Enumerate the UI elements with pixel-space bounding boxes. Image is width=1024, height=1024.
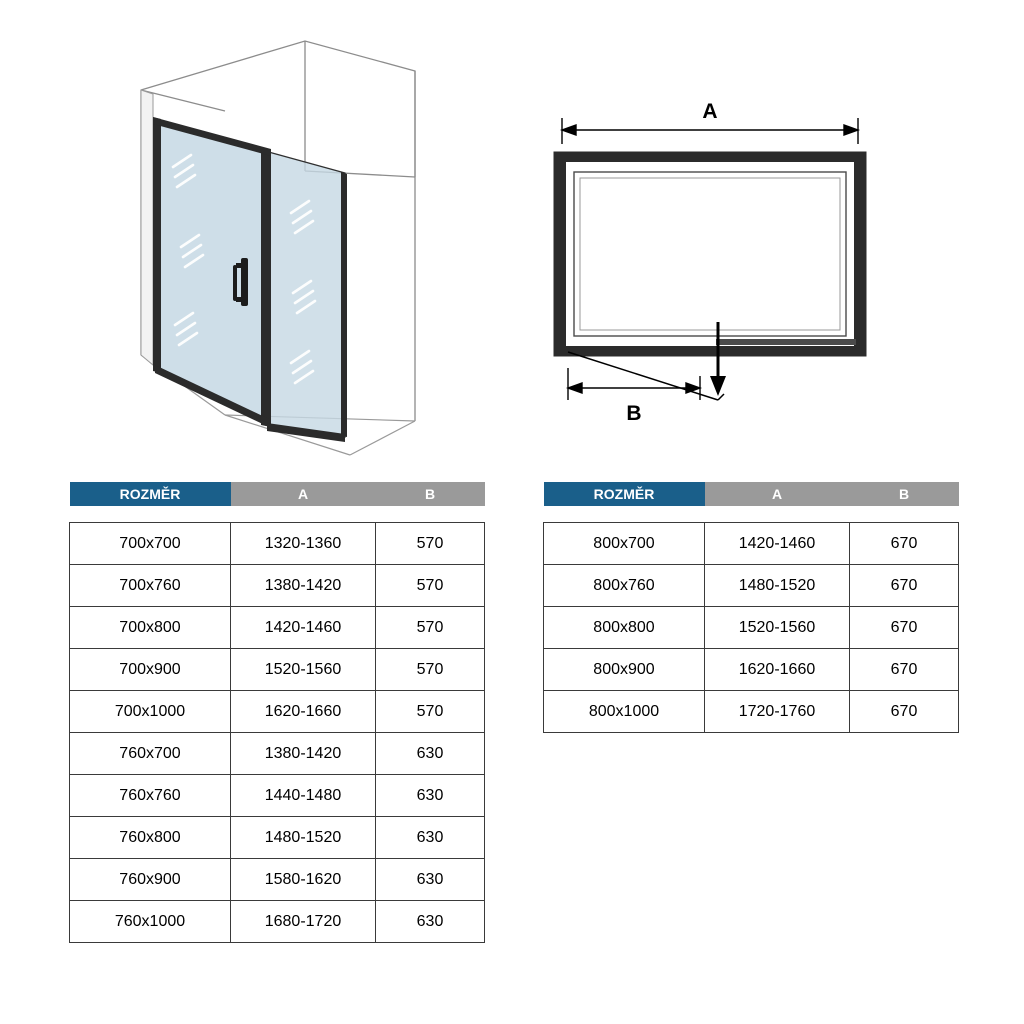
cell-a: 1520-1560	[231, 649, 376, 691]
size-table-left-body	[70, 506, 485, 943]
table-row	[544, 691, 959, 733]
table-row	[544, 649, 959, 691]
header-b: B	[850, 482, 959, 506]
cell-rozmer: 760x760	[70, 775, 231, 817]
table-row	[70, 817, 485, 859]
cell-b: 570	[376, 607, 485, 649]
header-rozmer: ROZMĚR	[544, 482, 705, 506]
cell-rozmer: 800x1000	[544, 691, 705, 733]
cell-rozmer: 760x800	[70, 817, 231, 859]
cell-rozmer: 800x760	[544, 565, 705, 607]
cell-a: 1480-1520	[231, 817, 376, 859]
cell-a: 1580-1620	[231, 859, 376, 901]
cell-rozmer: 700x700	[70, 523, 231, 565]
cell-a: 1720-1760	[705, 691, 850, 733]
cell-a: 1380-1420	[231, 733, 376, 775]
size-table-right	[543, 482, 959, 733]
table-row	[544, 607, 959, 649]
cell-b: 570	[376, 523, 485, 565]
cell-b: 570	[376, 565, 485, 607]
cell-a: 1680-1720	[231, 901, 376, 943]
table-row	[70, 859, 485, 901]
cell-rozmer: 760x900	[70, 859, 231, 901]
table-row	[70, 649, 485, 691]
cell-rozmer: 760x1000	[70, 901, 231, 943]
table-row	[544, 523, 959, 565]
label-a: A	[702, 100, 718, 123]
table-row	[70, 775, 485, 817]
header-b: B	[376, 482, 485, 506]
label-b: B	[626, 402, 642, 425]
cell-rozmer: 800x700	[544, 523, 705, 565]
cell-b: 670	[850, 649, 959, 691]
cell-b: 670	[850, 523, 959, 565]
table-row	[70, 901, 485, 943]
table-row	[70, 607, 485, 649]
table-row	[70, 523, 485, 565]
cell-b: 670	[850, 607, 959, 649]
cell-rozmer: 700x800	[70, 607, 231, 649]
cell-b: 670	[850, 691, 959, 733]
cell-a: 1380-1420	[231, 565, 376, 607]
cell-rozmer: 700x1000	[70, 691, 231, 733]
cell-rozmer: 700x760	[70, 565, 231, 607]
size-table-left-wrap	[69, 482, 485, 943]
table-header-gap	[70, 506, 485, 523]
cell-rozmer: 800x800	[544, 607, 705, 649]
cell-a: 1440-1480	[231, 775, 376, 817]
cell-a: 1620-1660	[231, 691, 376, 733]
header-a: A	[231, 482, 376, 506]
table-row	[70, 733, 485, 775]
cell-rozmer: 760x700	[70, 733, 231, 775]
size-table-left	[69, 482, 485, 943]
table-row	[70, 565, 485, 607]
cell-b: 630	[376, 817, 485, 859]
cell-b: 570	[376, 649, 485, 691]
shower-enclosure-perspective	[95, 25, 495, 465]
table-header-gap	[544, 506, 959, 523]
shower-enclosure-top-plan	[540, 100, 920, 440]
header-a: A	[705, 482, 850, 506]
cell-b: 570	[376, 691, 485, 733]
cell-a: 1620-1660	[705, 649, 850, 691]
cell-b: 630	[376, 775, 485, 817]
cell-a: 1420-1460	[231, 607, 376, 649]
header-rozmer: ROZMĚR	[70, 482, 231, 506]
cell-a: 1420-1460	[705, 523, 850, 565]
cell-a: 1480-1520	[705, 565, 850, 607]
table-row	[70, 691, 485, 733]
cell-b: 630	[376, 901, 485, 943]
cell-rozmer: 700x900	[70, 649, 231, 691]
cell-a: 1320-1360	[231, 523, 376, 565]
size-table-right-wrap	[543, 482, 959, 733]
cell-b: 630	[376, 733, 485, 775]
table-header-row	[70, 482, 485, 506]
cell-rozmer: 800x900	[544, 649, 705, 691]
table-header-row	[544, 482, 959, 506]
cell-b: 630	[376, 859, 485, 901]
cell-a: 1520-1560	[705, 607, 850, 649]
cell-b: 670	[850, 565, 959, 607]
table-row	[544, 565, 959, 607]
illustration-area	[0, 0, 1024, 470]
size-table-right-body	[544, 506, 959, 733]
